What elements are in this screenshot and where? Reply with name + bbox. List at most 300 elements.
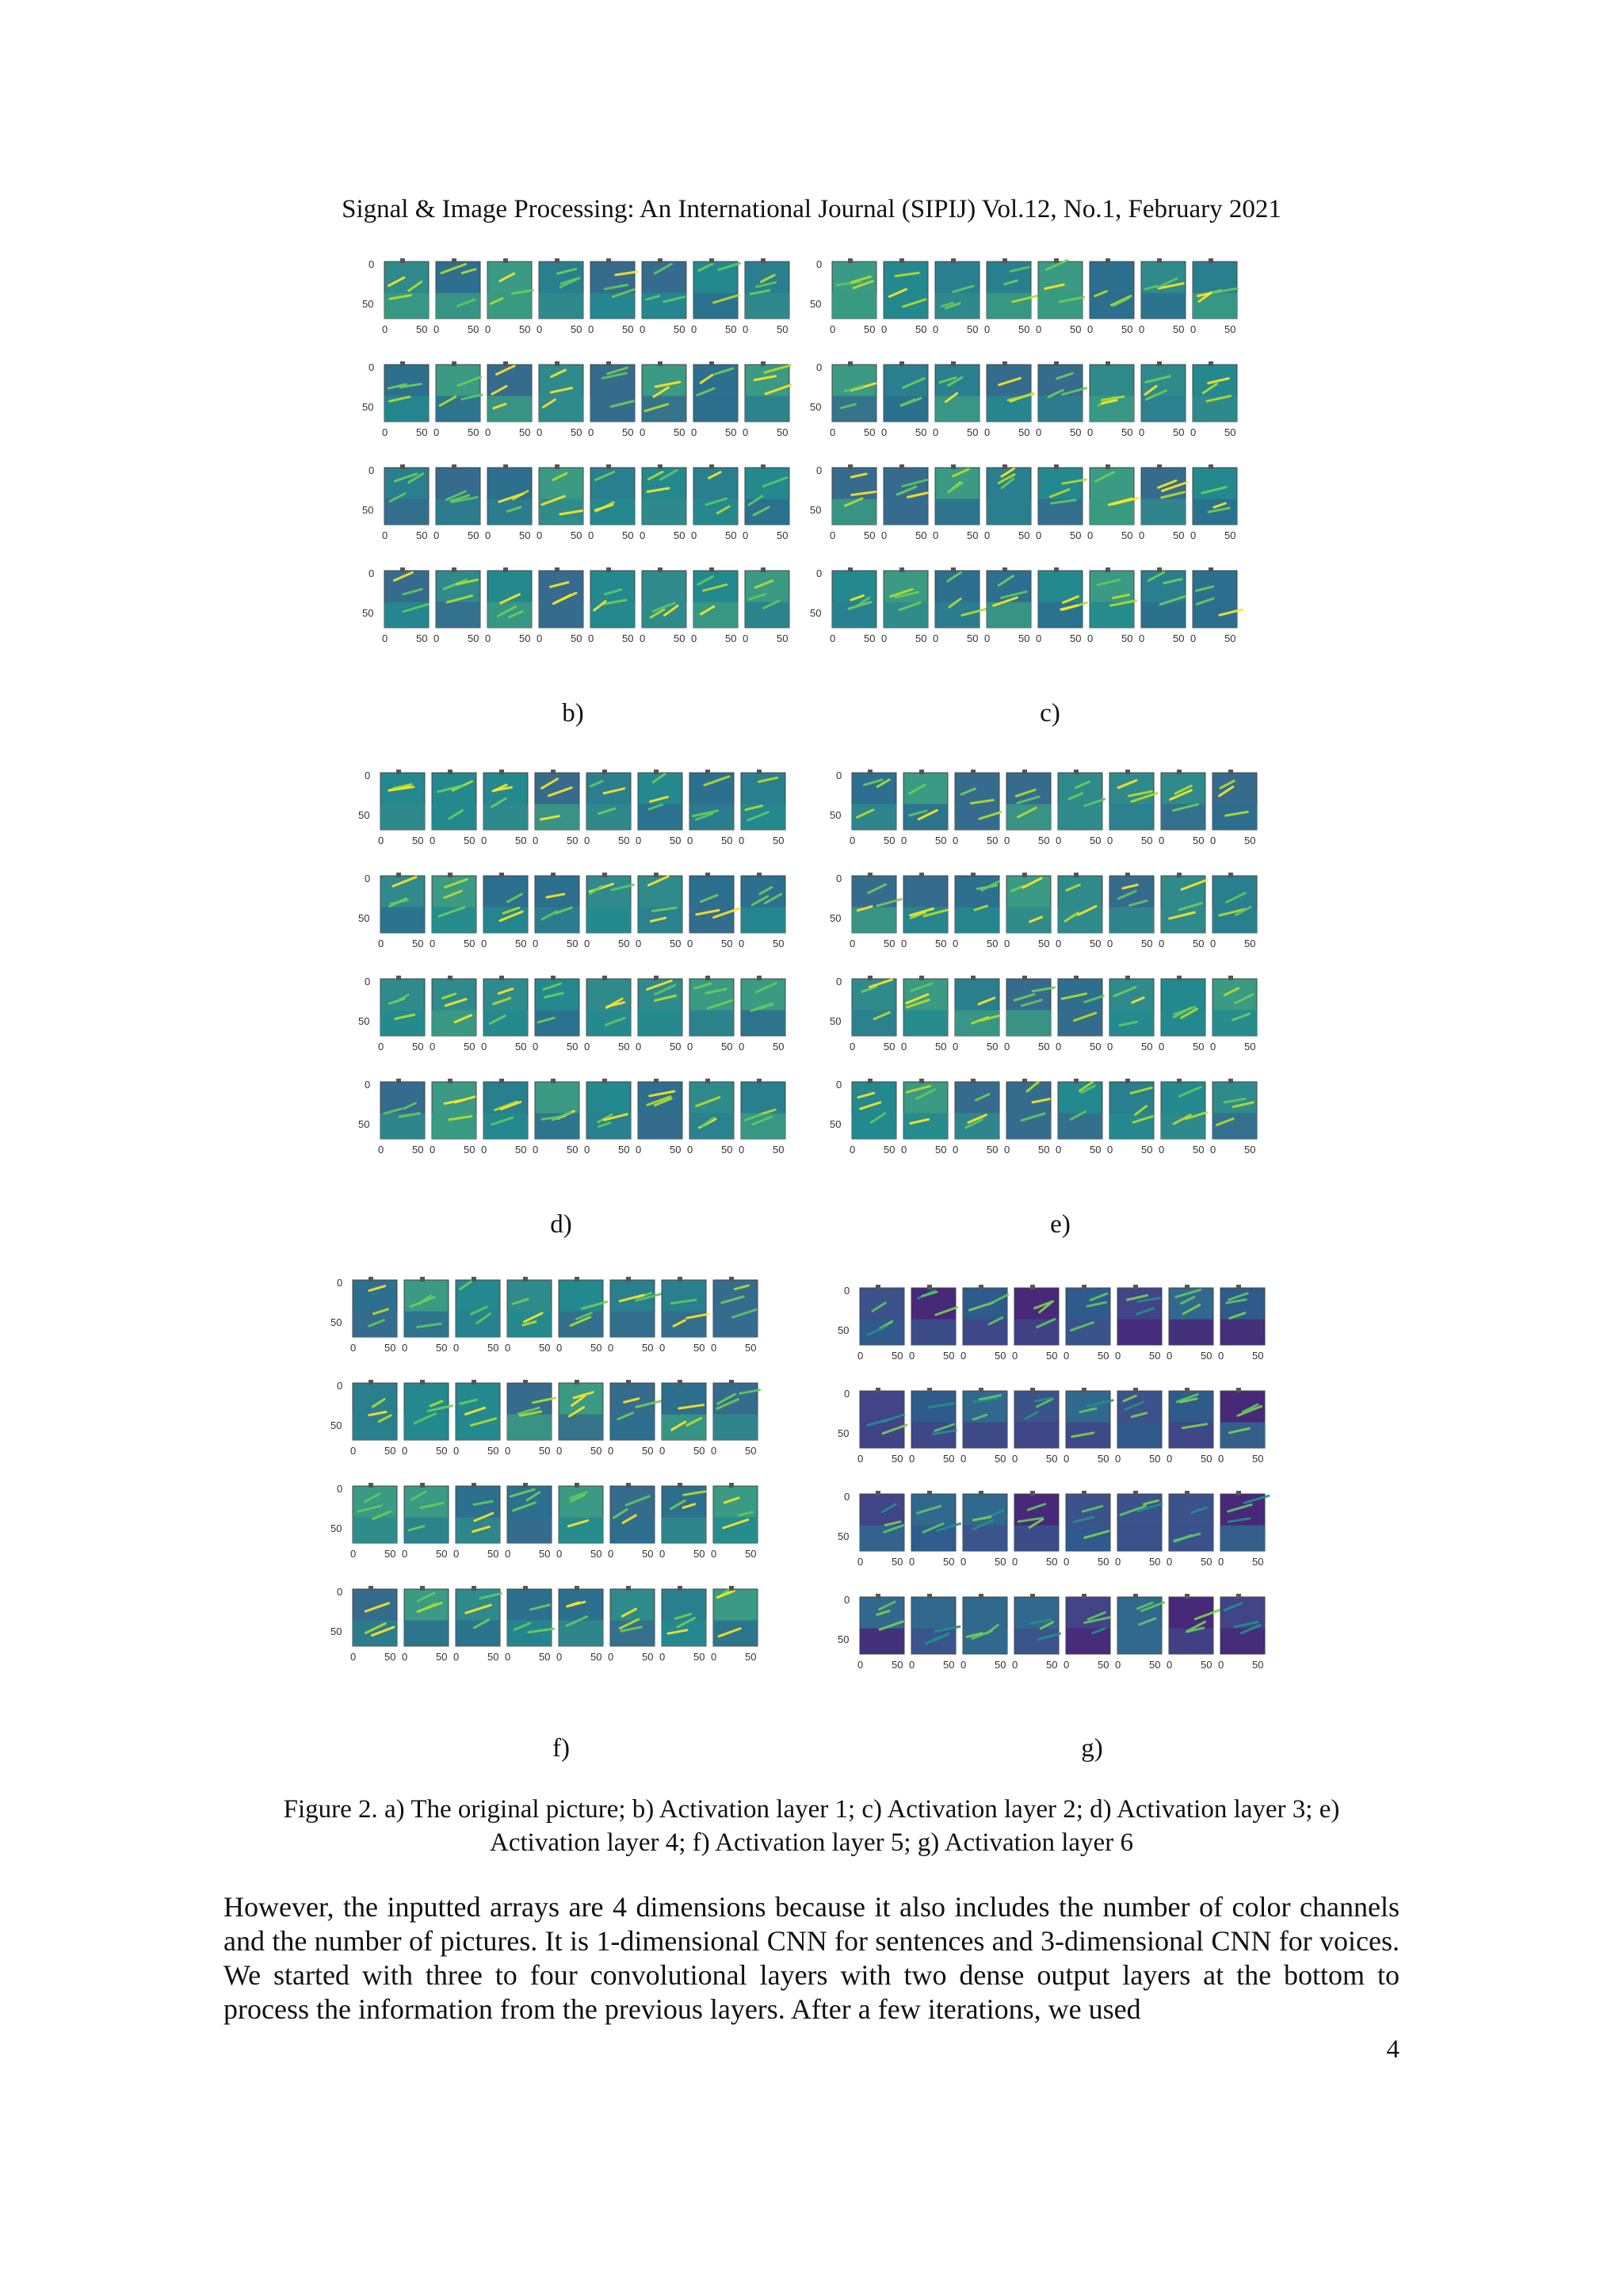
x-tick-label: 0 [857,1556,864,1568]
y-tick-label: 50 [838,1427,850,1439]
activation-thumbnail [741,1079,785,1139]
x-tick-label: 0 [933,632,939,644]
x-tick-label: 50 [987,1144,999,1156]
activation-thumbnail [1220,1491,1269,1551]
x-tick-label: 50 [515,1041,527,1052]
x-tick-label: 50 [642,1651,654,1663]
x-tick-label: 50 [943,1556,955,1568]
x-tick-label: 50 [773,835,785,846]
x-tick-label: 0 [1064,1350,1070,1362]
activation-thumbnail [1109,873,1154,933]
x-tick-label: 50 [995,1453,1006,1465]
activation-thumbnail [1212,1079,1257,1139]
x-tick-label: 0 [1167,1350,1173,1362]
x-tick-label: 50 [745,1342,757,1354]
activation-thumbnail [535,1079,579,1139]
x-tick-label: 50 [1046,1453,1058,1465]
activation-thumbnail [852,976,896,1036]
y-tick-label: 0 [365,873,371,884]
x-tick-label: 50 [618,835,630,846]
activation-thumbnail [1220,1388,1265,1448]
x-tick-label: 50 [864,632,876,644]
x-tick-label: 0 [378,835,384,846]
x-tick-label: 0 [1115,1350,1121,1362]
activation-thumbnail [353,1483,397,1543]
activation-thumbnail [689,770,734,830]
activation-thumbnail [1220,1594,1265,1654]
x-tick-label: 0 [1056,1144,1062,1156]
x-tick-label: 0 [636,835,642,846]
y-tick-label: 50 [810,298,822,310]
x-tick-label: 50 [539,1651,551,1663]
x-tick-label: 0 [1190,529,1197,541]
x-tick-label: 50 [725,632,737,644]
x-tick-label: 50 [539,1445,551,1457]
activation-thumbnail [1038,258,1083,319]
x-tick-label: 0 [743,632,749,644]
x-tick-label: 0 [1190,632,1197,644]
x-tick-label: 50 [915,529,927,541]
x-tick-label: 0 [378,938,384,949]
activation-thumbnail [456,1380,500,1440]
x-tick-label: 50 [567,938,579,949]
x-tick-label: 50 [1193,1144,1205,1156]
x-tick-label: 0 [1159,938,1165,949]
activation-thumbnail [539,258,583,319]
y-tick-label: 0 [365,976,371,988]
x-tick-label: 0 [584,1041,590,1052]
x-tick-label: 0 [953,1144,959,1156]
x-tick-label: 0 [1167,1659,1173,1671]
x-tick-label: 0 [933,529,939,541]
x-tick-label: 0 [691,632,697,644]
x-tick-label: 50 [967,529,979,541]
x-tick-label: 50 [384,1445,396,1457]
x-tick-label: 50 [1244,938,1256,949]
x-tick-label: 0 [1004,938,1010,949]
x-tick-label: 0 [687,1041,693,1052]
activation-thumbnail [903,770,948,830]
x-tick-label: 0 [901,835,907,846]
activation-thumbnail [432,770,476,830]
activation-thumbnail [487,361,532,422]
activation-thumbnail [1169,1285,1213,1345]
x-tick-label: 0 [960,1556,967,1568]
activation-thumbnail [963,1285,1008,1345]
x-tick-label: 50 [943,1350,955,1362]
x-tick-label: 0 [743,426,749,438]
x-tick-label: 0 [743,529,749,541]
x-tick-label: 0 [1139,529,1145,541]
activation-thumbnail [860,1388,907,1448]
x-tick-label: 50 [1018,426,1030,438]
x-tick-label: 0 [1139,632,1145,644]
activation-thumbnail [404,1483,449,1543]
x-tick-label: 50 [1149,1659,1161,1671]
x-tick-label: 0 [505,1342,511,1354]
x-tick-label: 0 [1115,1659,1121,1671]
x-tick-label: 50 [464,938,475,949]
activation-thumbnail [404,1277,449,1337]
y-tick-label: 50 [330,1316,342,1328]
activation-thumbnail [1066,1594,1110,1654]
activation-thumbnail [832,258,876,319]
x-tick-label: 50 [515,938,527,949]
y-tick-label: 0 [369,464,375,476]
activation-thumbnail [689,873,739,933]
x-tick-label: 50 [967,323,979,335]
x-tick-label: 50 [1173,323,1185,335]
x-tick-label: 0 [584,938,590,949]
x-tick-label: 50 [1121,632,1133,644]
x-tick-label: 0 [659,1342,666,1354]
x-tick-label: 50 [1046,1556,1058,1568]
activation-thumbnail [1014,1594,1060,1654]
x-tick-label: 50 [693,1548,705,1560]
x-tick-label: 0 [453,1445,460,1457]
x-tick-label: 0 [533,1041,539,1052]
activation-thumbnail [693,567,738,628]
activation-thumbnail [559,1380,603,1440]
activation-thumbnail [713,1586,758,1646]
activation-thumbnail [1058,976,1103,1036]
x-tick-label: 0 [1210,1144,1216,1156]
x-tick-label: 50 [1149,1350,1161,1362]
activation-thumbnail [662,1277,708,1337]
activation-thumbnail [590,464,635,525]
activation-thumbnail [483,976,528,1036]
activation-thumbnail [432,1079,476,1139]
x-tick-label: 50 [1121,323,1133,335]
x-tick-label: 50 [1046,1659,1058,1671]
x-tick-label: 0 [1210,938,1216,949]
activation-thumbnail [1193,258,1238,319]
activation-thumbnail [1169,1594,1220,1654]
x-tick-label: 0 [433,323,440,335]
activation-thumbnail [483,770,528,830]
x-tick-label: 50 [1038,1144,1050,1156]
activation-thumbnail [693,464,738,525]
activation-thumbnail [935,567,987,628]
activation-thumbnail [852,1079,896,1139]
x-tick-label: 0 [402,1651,408,1663]
y-tick-label: 50 [362,607,374,619]
activation-thumbnail [432,976,476,1036]
x-tick-label: 50 [721,1041,733,1052]
activation-thumbnail [662,1380,706,1440]
x-tick-label: 0 [960,1659,967,1671]
x-tick-label: 50 [721,835,733,846]
x-tick-label: 50 [777,323,789,335]
activation-thumbnail [741,873,785,933]
x-tick-label: 0 [1004,835,1010,846]
activation-thumbnail [955,873,999,933]
x-tick-label: 0 [857,1453,864,1465]
x-tick-label: 0 [1218,1556,1224,1568]
x-tick-label: 50 [1244,1041,1256,1052]
activation-panel-f [329,1272,773,1684]
x-tick-label: 50 [384,1548,396,1560]
x-tick-label: 0 [485,426,491,438]
x-tick-label: 50 [539,1548,551,1560]
activation-thumbnail [1038,567,1086,628]
activation-thumbnail [955,770,1001,830]
x-tick-label: 50 [519,323,531,335]
activation-thumbnail [384,567,429,628]
activation-thumbnail [586,1079,631,1139]
activation-thumbnail [745,464,789,525]
x-tick-label: 50 [1070,529,1082,541]
x-tick-label: 0 [739,835,745,846]
x-tick-label: 50 [777,426,789,438]
activation-thumbnail [832,464,876,525]
x-tick-label: 0 [960,1350,967,1362]
panel-label-g: g) [1081,1734,1103,1763]
x-tick-label: 0 [640,426,646,438]
x-tick-label: 0 [830,632,836,644]
x-tick-label: 50 [1090,1144,1102,1156]
x-tick-label: 50 [1090,1041,1102,1052]
activation-thumbnail [963,1388,1007,1448]
x-tick-label: 50 [1173,632,1185,644]
x-tick-label: 0 [636,1144,642,1156]
caption-line-2: Activation layer 4; f) Activation layer 5; g) Activation layer 6 [490,1828,1133,1857]
x-tick-label: 0 [402,1342,408,1354]
x-tick-label: 50 [915,323,927,335]
activation-thumbnail [903,873,948,933]
x-tick-label: 0 [953,938,959,949]
activation-thumbnail [741,770,785,830]
x-tick-label: 50 [519,426,531,438]
x-tick-label: 50 [567,835,579,846]
activation-thumbnail [852,770,896,830]
x-tick-label: 50 [436,1548,448,1560]
y-tick-label: 0 [337,1380,343,1392]
x-tick-label: 50 [571,632,582,644]
x-tick-label: 50 [1193,1041,1205,1052]
x-tick-label: 50 [1252,1453,1264,1465]
activation-thumbnail [642,567,686,628]
activation-thumbnail [1212,873,1257,933]
x-tick-label: 50 [987,835,999,846]
activation-thumbnail [860,1594,904,1654]
y-tick-label: 50 [830,1015,842,1027]
x-tick-label: 50 [412,1041,424,1052]
x-tick-label: 0 [608,1651,614,1663]
x-tick-label: 0 [960,1453,967,1465]
x-tick-label: 0 [1218,1659,1224,1671]
x-tick-label: 50 [436,1651,448,1663]
x-tick-label: 50 [1018,529,1030,541]
x-tick-label: 50 [519,529,531,541]
activation-thumbnail [1090,361,1134,422]
x-tick-label: 50 [416,632,428,644]
x-tick-label: 0 [711,1342,717,1354]
x-tick-label: 0 [850,938,856,949]
x-tick-label: 0 [481,1144,487,1156]
x-tick-label: 50 [725,323,737,335]
x-tick-label: 50 [642,1548,654,1560]
activation-thumbnail [590,258,637,319]
x-tick-label: 50 [436,1342,448,1354]
activation-thumbnail [507,1380,556,1440]
caption-line-1: Figure 2. a) The original picture; b) Activation layer 1; c) Activation layer 2; d) Activation layer 3; e) [283,1795,1340,1824]
x-tick-label: 0 [430,1041,436,1052]
x-tick-label: 0 [901,938,907,949]
x-tick-label: 50 [987,938,999,949]
x-tick-label: 0 [1056,1041,1062,1052]
activation-thumbnail [741,976,785,1036]
activation-thumbnail [860,1491,904,1551]
y-tick-label: 50 [838,1633,850,1645]
activation-thumbnail [610,1586,655,1646]
x-tick-label: 0 [1139,323,1145,335]
x-tick-label: 0 [1056,938,1062,949]
activation-thumbnail [911,1388,956,1448]
x-tick-label: 0 [881,323,888,335]
x-tick-label: 0 [350,1342,357,1354]
running-header: Signal & Image Processing: An International Journal (SIPIJ) Vol.12, No.1, February 2021 [342,195,1281,223]
activation-thumbnail [1141,567,1186,628]
x-tick-label: 0 [984,426,991,438]
x-tick-label: 0 [687,1144,693,1156]
activation-thumbnail [436,258,480,319]
x-tick-label: 0 [378,1041,384,1052]
activation-thumbnail [539,567,583,628]
x-tick-label: 0 [1159,835,1165,846]
x-tick-label: 0 [1087,632,1094,644]
x-tick-label: 0 [1036,632,1042,644]
y-tick-label: 0 [844,1491,850,1503]
x-tick-label: 0 [1036,426,1042,438]
x-tick-label: 0 [850,1144,856,1156]
activation-thumbnail [963,1594,1007,1654]
activation-thumbnail [745,567,789,628]
activation-thumbnail [559,1586,603,1646]
activation-thumbnail [483,873,528,933]
x-tick-label: 0 [881,426,888,438]
panel-label-f: f) [552,1734,570,1763]
x-tick-label: 0 [1218,1350,1224,1362]
x-tick-label: 0 [556,1548,563,1560]
x-tick-label: 0 [659,1548,666,1560]
activation-thumbnail [1006,770,1051,830]
activation-thumbnail [507,1277,552,1337]
x-tick-label: 50 [1121,529,1133,541]
activation-panel-b [361,254,804,666]
activation-thumbnail [610,1380,661,1440]
x-tick-label: 0 [830,426,836,438]
x-tick-label: 50 [571,426,582,438]
x-tick-label: 50 [1098,1453,1109,1465]
activation-thumbnail [642,361,686,422]
x-tick-label: 50 [412,938,424,949]
x-tick-label: 50 [590,1342,602,1354]
x-tick-label: 0 [485,632,491,644]
y-tick-label: 0 [816,567,823,579]
activation-thumbnail [911,1594,960,1654]
activation-thumbnail [487,567,532,628]
activation-thumbnail [507,1483,552,1543]
y-tick-label: 0 [337,1277,343,1289]
activation-thumbnail [586,976,631,1036]
y-tick-label: 0 [844,1594,850,1606]
x-tick-label: 0 [687,835,693,846]
x-tick-label: 50 [416,323,428,335]
activation-thumbnail [1006,976,1055,1036]
x-tick-label: 50 [567,1144,579,1156]
x-tick-label: 50 [1193,835,1205,846]
x-tick-label: 0 [857,1350,864,1362]
activation-thumbnail [590,361,635,422]
y-tick-label: 0 [816,258,823,270]
x-tick-label: 50 [884,938,896,949]
x-tick-label: 0 [711,1548,717,1560]
activation-thumbnail [380,976,425,1036]
x-tick-label: 0 [1056,835,1062,846]
activation-thumbnail [1090,258,1134,319]
x-tick-label: 50 [622,529,634,541]
x-tick-label: 50 [725,426,737,438]
activation-thumbnail [353,1586,397,1646]
activation-thumbnail [1193,361,1237,422]
x-tick-label: 50 [1201,1453,1212,1465]
x-tick-label: 0 [350,1548,357,1560]
x-tick-label: 50 [1121,426,1133,438]
x-tick-label: 0 [588,529,594,541]
x-tick-label: 0 [1210,1041,1216,1052]
activation-thumbnail [884,258,928,319]
activation-thumbnail [610,1277,661,1337]
x-tick-label: 50 [674,529,685,541]
x-tick-label: 50 [464,835,475,846]
x-tick-label: 0 [382,529,388,541]
y-tick-label: 50 [362,401,374,413]
activation-thumbnail [860,1285,904,1345]
activation-thumbnail [1038,464,1086,525]
x-tick-label: 50 [670,1041,682,1052]
x-tick-label: 50 [622,323,634,335]
x-tick-label: 50 [464,1144,475,1156]
activation-thumbnail [559,1483,603,1543]
y-tick-label: 50 [330,1419,342,1431]
activation-thumbnail [689,976,734,1036]
x-tick-label: 0 [481,1041,487,1052]
x-tick-label: 50 [864,426,876,438]
x-tick-label: 50 [618,938,630,949]
x-tick-label: 50 [1038,835,1050,846]
activation-thumbnail [586,770,631,830]
x-tick-label: 50 [884,1041,896,1052]
x-tick-label: 50 [892,1350,903,1362]
activation-thumbnail [1169,1491,1213,1551]
activation-thumbnail [1117,1388,1162,1448]
x-tick-label: 0 [743,323,749,335]
activation-thumbnail [693,361,738,422]
y-tick-label: 0 [816,361,823,373]
x-tick-label: 50 [436,1445,448,1457]
page-number: 4 [1386,2035,1400,2064]
x-tick-label: 0 [909,1350,915,1362]
x-tick-label: 50 [693,1342,705,1354]
x-tick-label: 50 [618,1041,630,1052]
x-tick-label: 50 [864,529,876,541]
x-tick-label: 50 [1070,323,1082,335]
x-tick-label: 50 [487,1342,499,1354]
x-tick-label: 0 [1004,1041,1010,1052]
activation-thumbnail [1006,873,1051,933]
y-tick-label: 50 [810,607,822,619]
